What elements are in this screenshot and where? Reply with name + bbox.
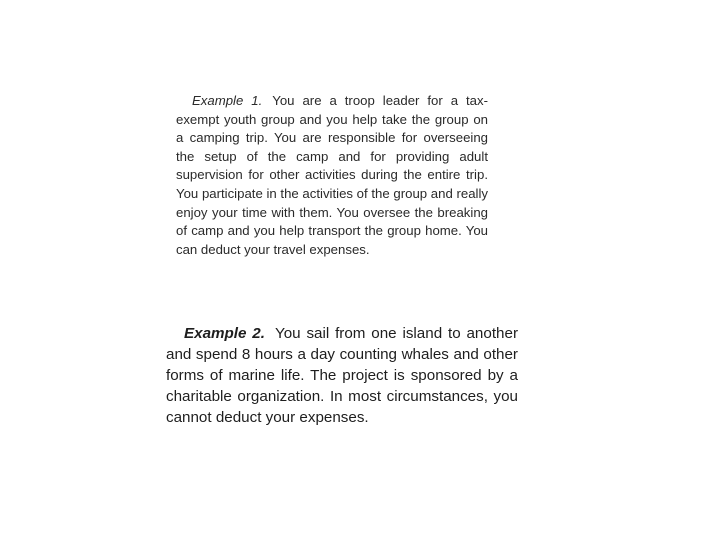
example-2-text: You sail from one island to another and spend 8 hours a day counting whales and other forms of marine life. The project is sponsored by a charitable organization. In most circumstances, you cannot deduct your expenses. bbox=[166, 325, 519, 426]
example-1-text: You are a troop leader for a tax-exempt youth group and you help take the group on a camping trip. You are responsible for overseeing the setup of the camp and for providing adult supervision for other activities during the entire trip. You participate in the activities of the group and really enjoy your time with them. You oversee the breaking of camp and you help transport the group home. You can deduct your travel expenses. bbox=[176, 93, 488, 257]
example-1-paragraph bbox=[176, 92, 488, 259]
example-2-label: Example 2. bbox=[184, 325, 265, 342]
example-2-paragraph bbox=[166, 323, 518, 428]
example-1-label: Example 1. bbox=[192, 93, 263, 108]
